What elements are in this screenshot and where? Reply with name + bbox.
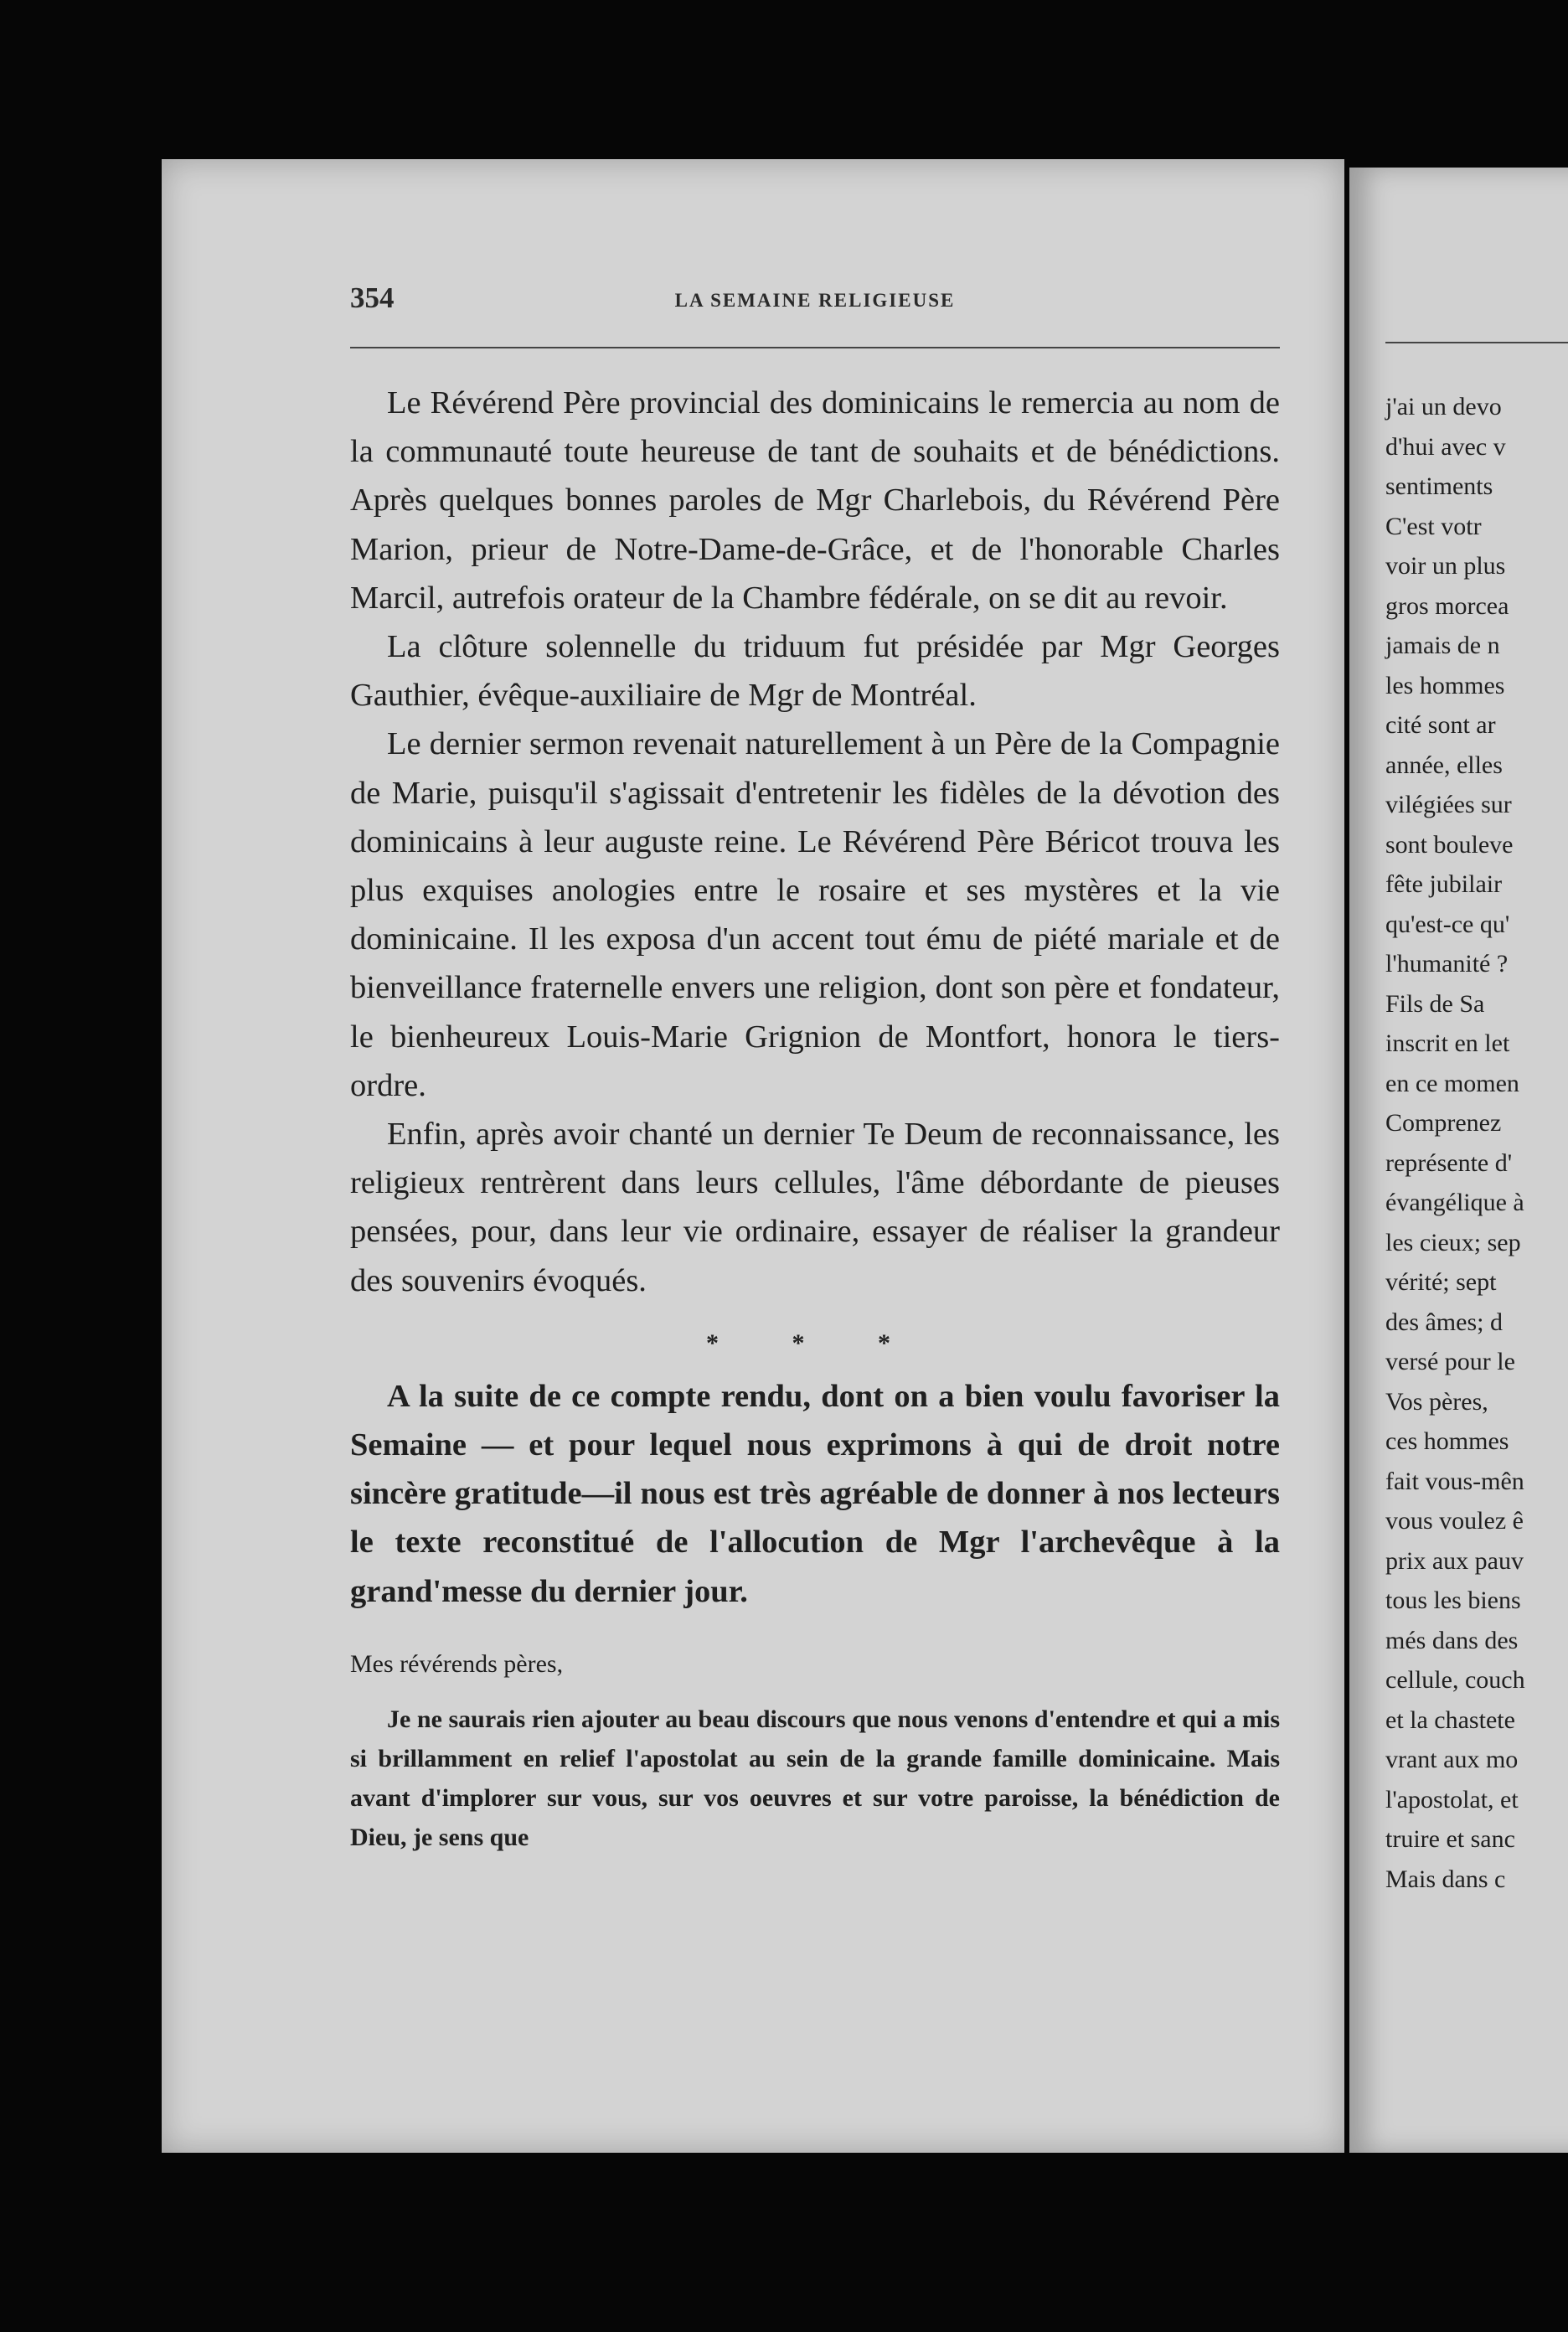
left-page (162, 159, 1344, 2153)
right-page-line: et la chastete (1385, 1705, 1515, 1734)
right-page-line: Fils de Sa (1385, 989, 1485, 1018)
right-page-line: jamais de n (1385, 632, 1500, 659)
paragraph-1: Le Révérend Père provincial des dominicains le remercia au nom de la communauté toute heureuse de tant de souhaits et de bénédictions. Après quelques bonnes paroles de Mgr Charlebois, du Révérend Père Marion, prieur de Notre-Dame-de-Grâce, et de l'honorable Charles Marcil, autrefois orateur de la Chambre fédérale, on se dit au revoir. (350, 385, 1280, 616)
right-page-line: les cieux; sep (1385, 1228, 1521, 1256)
right-page-line: l'apostolat, et (1385, 1785, 1519, 1813)
right-page-line: vilégiées sur (1385, 791, 1512, 818)
right-page-line: truire et sanc (1385, 1825, 1515, 1853)
right-page-line: gros morcea (1385, 591, 1509, 620)
right-page-line: més dans des (1385, 1626, 1519, 1654)
header-rule (350, 347, 1280, 348)
right-page-line: vous voulez ê (1385, 1507, 1524, 1535)
paragraph-4: Enfin, après avoir chanté un dernier Te Deum de reconnaissance, les religieux rentrèrent dans leurs cellules, l'âme débordante de pieuses pensées, pour, dans leur vie ordinaire, essayer de réaliser la grandeur des souvenirs évoqués. (350, 1117, 1280, 1298)
right-page-line: les hommes (1385, 671, 1505, 699)
right-page-line: inscrit en let (1385, 1029, 1510, 1057)
page-number: 354 (350, 281, 395, 314)
right-page-line: évangélique à (1385, 1189, 1524, 1216)
right-header-rule (1385, 342, 1568, 343)
right-page-line: des âmes; d (1385, 1308, 1503, 1336)
right-page-line: d'hui avec v (1385, 432, 1506, 461)
right-page-line: Mais dans c (1385, 1865, 1506, 1893)
right-page-line: prix aux pauv (1385, 1546, 1524, 1575)
right-page-line: Comprenez (1385, 1109, 1502, 1137)
right-page-line: l'humanité ? (1385, 950, 1509, 978)
paragraph-3: Le dernier sermon revenait naturellement à un Père de la Compagnie de Marie, puisqu'il s'agissait d'entretenir les fidèles de la dévotion des dominicains à leur auguste reine. Le Révérend Père Béricot trouva les plus exquises anologies entre le rosaire et ses mystères et la vie dominicaine. Il les exposa d'un accent tout ému de piété mariale et de bienveillance fraternelle envers une religion, dont son père et fondateur, le bienheureux Louis-Marie Grignion de Montfort, honora le tiers-ordre. (350, 726, 1280, 1103)
right-page-text (1385, 387, 1568, 1899)
right-page-line: fait vous-mên (1385, 1467, 1524, 1495)
page-header (350, 281, 1280, 315)
running-title: LA SEMAINE RELIGIEUSE (674, 290, 956, 311)
right-page-line: année, elles (1385, 751, 1503, 779)
paragraph-2: La clôture solennelle du triduum fut présidée par Mgr Georges Gauthier, évêque-auxiliaire de Mgr de Montréal. (350, 629, 1280, 714)
right-page-line: cellule, couch (1385, 1666, 1525, 1694)
right-page-line: vrant aux mo (1385, 1746, 1519, 1773)
right-page (1349, 168, 1568, 2153)
address-paragraph: Je ne saurais rien ajouter au beau discours que nous venons d'entendre et qui a mis si brillamment en relief l'apostolat au sein de la grande famille dominicaine. Mais avant d'implorer sur vous, sur vos oeuvres et sur votre paroisse, la bénédiction de Dieu, je sens que (350, 1705, 1280, 1851)
right-page-line: ces hommes (1385, 1427, 1509, 1455)
salutation: Mes révérends pères, (350, 1649, 564, 1678)
right-page-line: versé pour le (1385, 1348, 1515, 1375)
right-page-line: représente d' (1385, 1148, 1513, 1177)
intro-paragraph: A la suite de ce compte rendu, dont on a bien voulu favoriser la Semaine — et pour lequel nous exprimons à qui de droit notre sincère gratitude—il nous est très agréable de donner à nos lecteurs le texte reconstitué de l'allocution de Mgr l'archevêque à la grand'messe du dernier jour. (350, 1378, 1280, 1609)
right-page-line: qu'est-ce qu' (1385, 910, 1510, 938)
right-page-line: tous les biens (1385, 1586, 1521, 1614)
right-page-line: vérité; sept (1385, 1268, 1497, 1296)
article-body (350, 379, 1280, 1857)
right-page-line: Vos pères, (1385, 1387, 1488, 1416)
right-page-line: j'ai un devo (1385, 393, 1502, 420)
section-separator: * * * (706, 1329, 924, 1357)
right-page-line: sont bouleve (1385, 830, 1514, 859)
right-page-line: en ce momen (1385, 1069, 1519, 1097)
right-page-line: voir un plus (1385, 552, 1506, 580)
right-page-line: sentiments (1385, 472, 1493, 500)
right-page-line: fête jubilair (1385, 870, 1503, 898)
right-page-line: cité sont ar (1385, 711, 1496, 739)
right-page-line: C'est votr (1385, 512, 1482, 540)
